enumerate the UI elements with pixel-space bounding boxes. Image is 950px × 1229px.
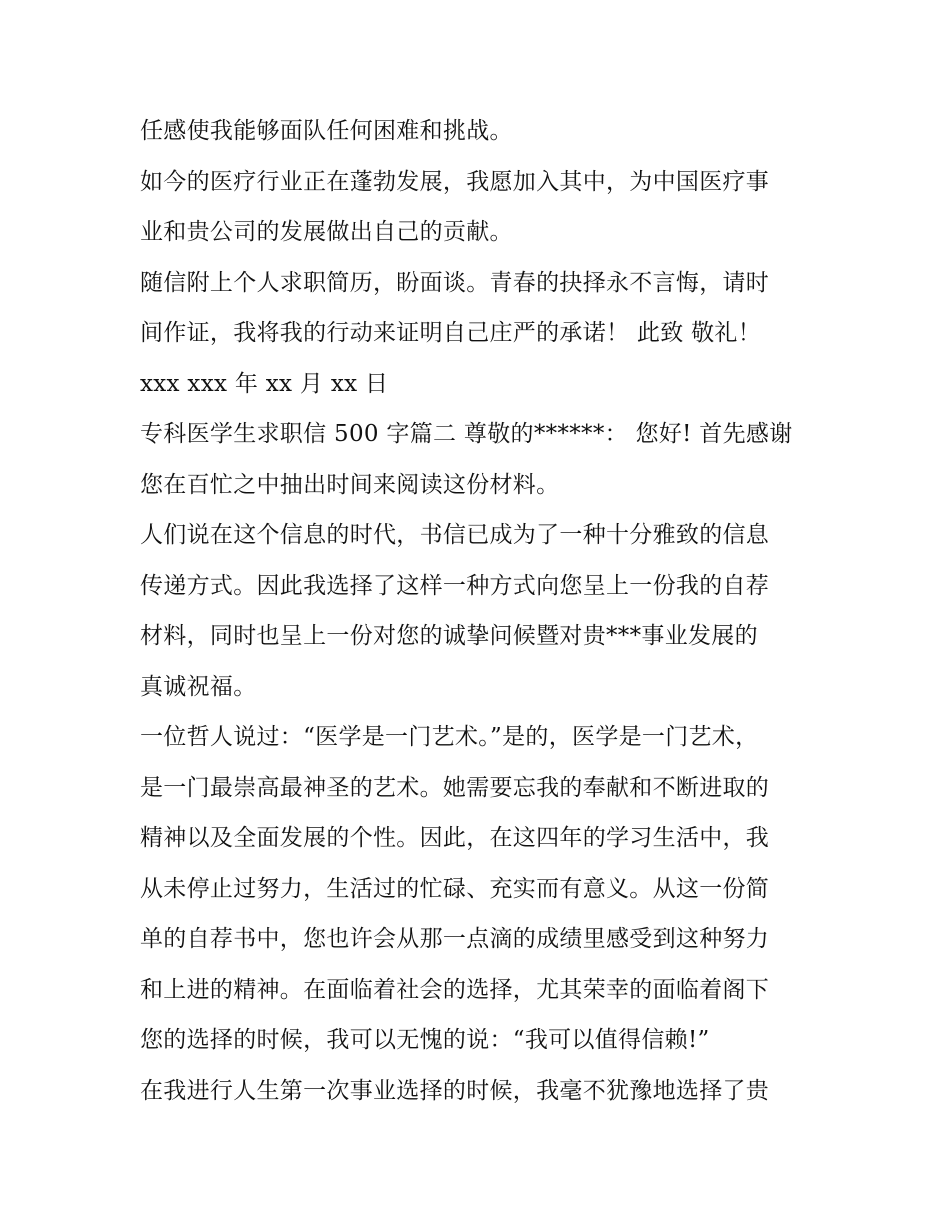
text-line: 您在百忙之中抽出时间来阅读这份材料。 [140,471,560,498]
text-line: 是一门最崇高最神圣的艺术。她需要忘我的奉献和不断进取的 [140,774,770,801]
text-line: 您的选择的时候，我可以无愧的说：“我可以值得信赖!” [140,1027,710,1053]
section-heading-line: 专科医学生求职信 500 字篇二 尊敬的******： 您好! 首先感谢 [140,421,793,447]
text-line: 在我进行人生第一次事业选择的时候，我毫不犹豫地选择了贵 [140,1077,770,1104]
text-line: 如今的医疗行业正在蓬勃发展，我愿加入其中，为中国医疗事 [140,168,770,195]
text-line: 间作证，我将我的行动来证明自己庄严的承诺！ 此致 敬礼！ [140,320,762,346]
text-line: 真诚祝福。 [140,673,257,700]
text-line: 和上进的精神。在面临着社会的选择，尤其荣幸的面临着阁下 [140,976,770,1003]
text-line: 单的自荐书中，您也许会从那一点滴的成绩里感受到这种努力 [140,926,770,952]
document-page [140,106,820,1116]
text-line: 一位哲人说过：“医学是一门艺术。”是的，医学是一门艺术， [140,724,759,750]
text-line: 材料，同时也呈上一份对您的诚挚问候暨对贵***事业发展的 [140,623,758,649]
text-line: 业和贵公司的发展做出自己的贡献。 [140,219,513,245]
text-line: 随信附上个人求职简历，盼面谈。青春的抉择永不言悔，请时 [140,269,770,296]
date-line: xxx xxx 年 xx 月 xx 日 [140,370,389,397]
text-line: 人们说在这个信息的时代，书信已成为了一种十分雅致的信息 [140,522,770,548]
text-line: 从未停止过努力，生活过的忙碌、充实而有意义。从这一份简 [140,875,770,902]
text-line: 传递方式。因此我选择了这样一种方式向您呈上一份我的自荐 [140,572,770,599]
text-line: 精神以及全面发展的个性。因此，在这四年的学习生活中，我 [140,825,770,851]
text-line: 任感使我能够面队任何困难和挑战。 [140,118,513,144]
